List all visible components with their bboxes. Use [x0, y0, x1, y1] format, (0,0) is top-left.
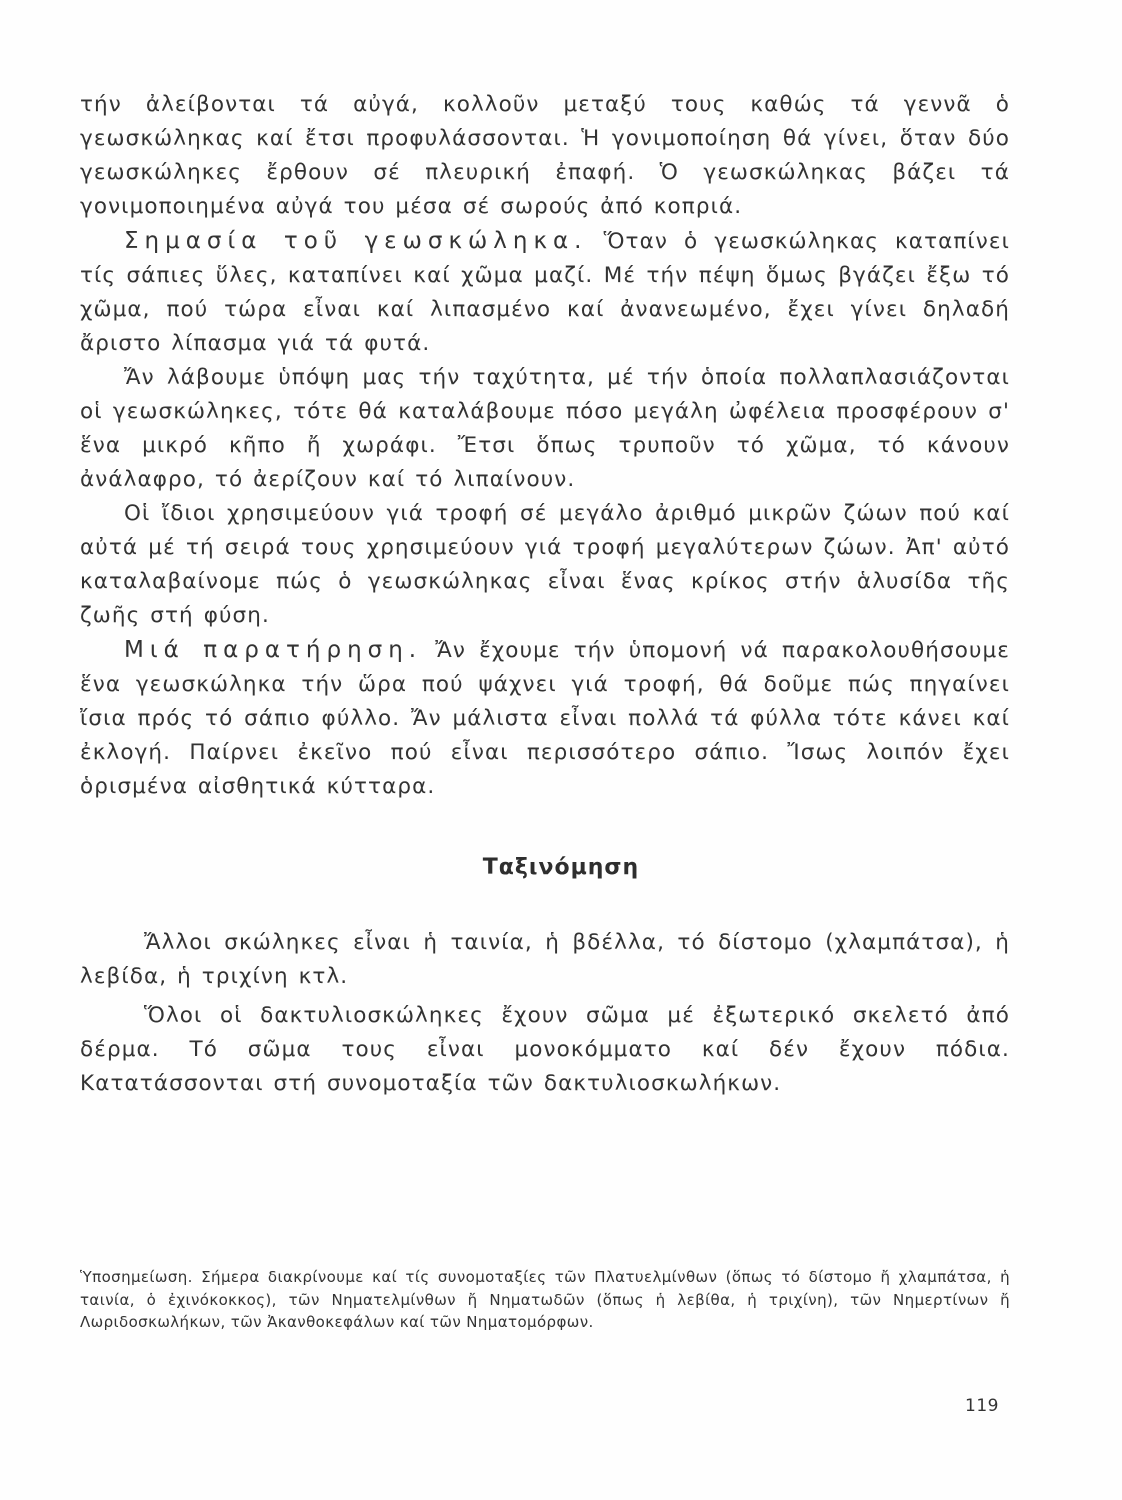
section-heading: Ταξινόμηση: [482, 855, 640, 880]
paragraph-2: [80, 224, 1010, 361]
classification-paragraph-1: Ἄλλοι σκώληκες εἶναι ἡ ταινία, ἡ βδέλλα, τό δίστομο (χλαμπάτσα), ἡ λεβίδα, ἡ τριχίνη κτλ.: [80, 930, 1010, 989]
footnote: Ὑποσημείωση. Σήμερα διακρίνουμε καί τίς συνομοταξίες τῶν Πλατυελμίνθων (ὅπως τό δίστομο ἤ χλαμπάτσα, ἡ ταινία, ὁ ἐχινόκοκκος), τῶν Νηματελμίνθων ἤ Νηματωδῶν (ὅπως ἡ λεβίθα, ἡ τριχίνη), τῶν Νημερτίνων ἤ Λωριδοσκωλήκων, τῶν Ἀκανθοκεφάλων καί τῶν Νηματομόρφων.: [80, 1268, 1010, 1331]
paragraph-2-lead: Σημασία τοῦ γεωσκώληκα.: [124, 228, 588, 254]
classification-text: [80, 926, 1010, 1106]
paragraph-3: [80, 361, 1010, 497]
paragraph-3-text: Ἄν λάβουμε ὑπόψη μας τήν ταχύτητα, μέ τήν ὁποία πολλαπλασιάζονται οἱ γεωσκώληκες, τότε θά καταλάβουμε πόσο μεγάλη ὠφέλεια προσφέρουν σ' ἕνα μικρό κῆπο ἤ χωράφι. Ἔτσι ὅπως τρυποῦν τό χῶμα, τό κάνουν ἀνάλαφρο, τό ἀερίζουν καί τό λιπαίνουν.: [80, 365, 1010, 492]
paragraph-5-text: Ἄν ἔχουμε τήν ὑπομονή νά παρακολουθήσουμε ἕνα γεωσκώληκα τήν ὥρα πού ψάχνει γιά τροφή, θά δοῦμε πώς πηγαίνει ἴσια πρός τό σάπιο φύλλο. Ἄν μάλιστα εἶναι πολλά τά φύλλα τότε κάνει καί ἐκλογή. Παίρνει ἐκεῖνο πού εἶναι περισσότερο σάπιο. Ἴσως λοιπόν ἔχει ὁρισμένα αἰσθητικά κύτταρα.: [80, 638, 1010, 799]
paragraph-5: [80, 633, 1010, 804]
paragraph-4-text: Οἱ ἴδιοι χρησιμεύουν γιά τροφή σέ μεγάλο ἀριθμό μικρῶν ζώων πού καί αὐτά μέ τή σειρά τους χρησιμεύουν γιά τροφή μεγαλύτερων ζώων. Ἀπ' αὐτό καταλαβαίνομε πώς ὁ γεωσκώληκας εἶναι ἕνας κρίκος στήν ἁλυσίδα τῆς ζωῆς στή φύση.: [80, 501, 1010, 628]
paragraph-4: [80, 497, 1010, 633]
paragraph-1-text: τήν ἀλείβονται τά αὐγά, κολλοῦν μεταξύ τους καθώς τά γεννᾶ ὁ γεωσκώληκας καί ἔτσι προφυλάσσονται. Ἡ γονιμοποίηση θά γίνει, ὅταν δύο γεωσκώληκες ἔρθουν σέ πλευρική ἐπαφή. Ὁ γεωσκώληκας βάζει τά γονιμοποιημένα αὐγά του μέσα σέ σωρούς ἀπό κοπριά.: [80, 92, 1010, 219]
main-text: [80, 88, 1010, 804]
page-number: 119: [965, 1396, 999, 1416]
paragraph-5-lead: Μιά παρατήρηση.: [124, 637, 423, 663]
paragraph-1: [80, 88, 1010, 224]
classification-paragraph-2: Ὅλοι οἱ δακτυλιοσκώληκες ἔχουν σῶμα μέ ἐξωτερικό σκελετό ἀπό δέρμα. Τό σῶμα τους εἶναι μονοκόμματο καί δέν ἔχουν πόδια. Κατατάσσονται στή συνομοταξία τῶν δακτυλιοσκωλήκων.: [80, 1003, 1010, 1096]
paragraph-2-text: Ὅταν ὁ γεωσκώληκας καταπίνει τίς σάπιες ὕλες, καταπίνει καί χῶμα μαζί. Μέ τήν πέψη ὅμως βγάζει ἔξω τό χῶμα, πού τώρα εἶναι καί λιπασμένο καί ἀνανεωμένο, ἔχει γίνει δηλαδή ἄριστο λίπασμα γιά τά φυτά.: [80, 229, 1011, 356]
